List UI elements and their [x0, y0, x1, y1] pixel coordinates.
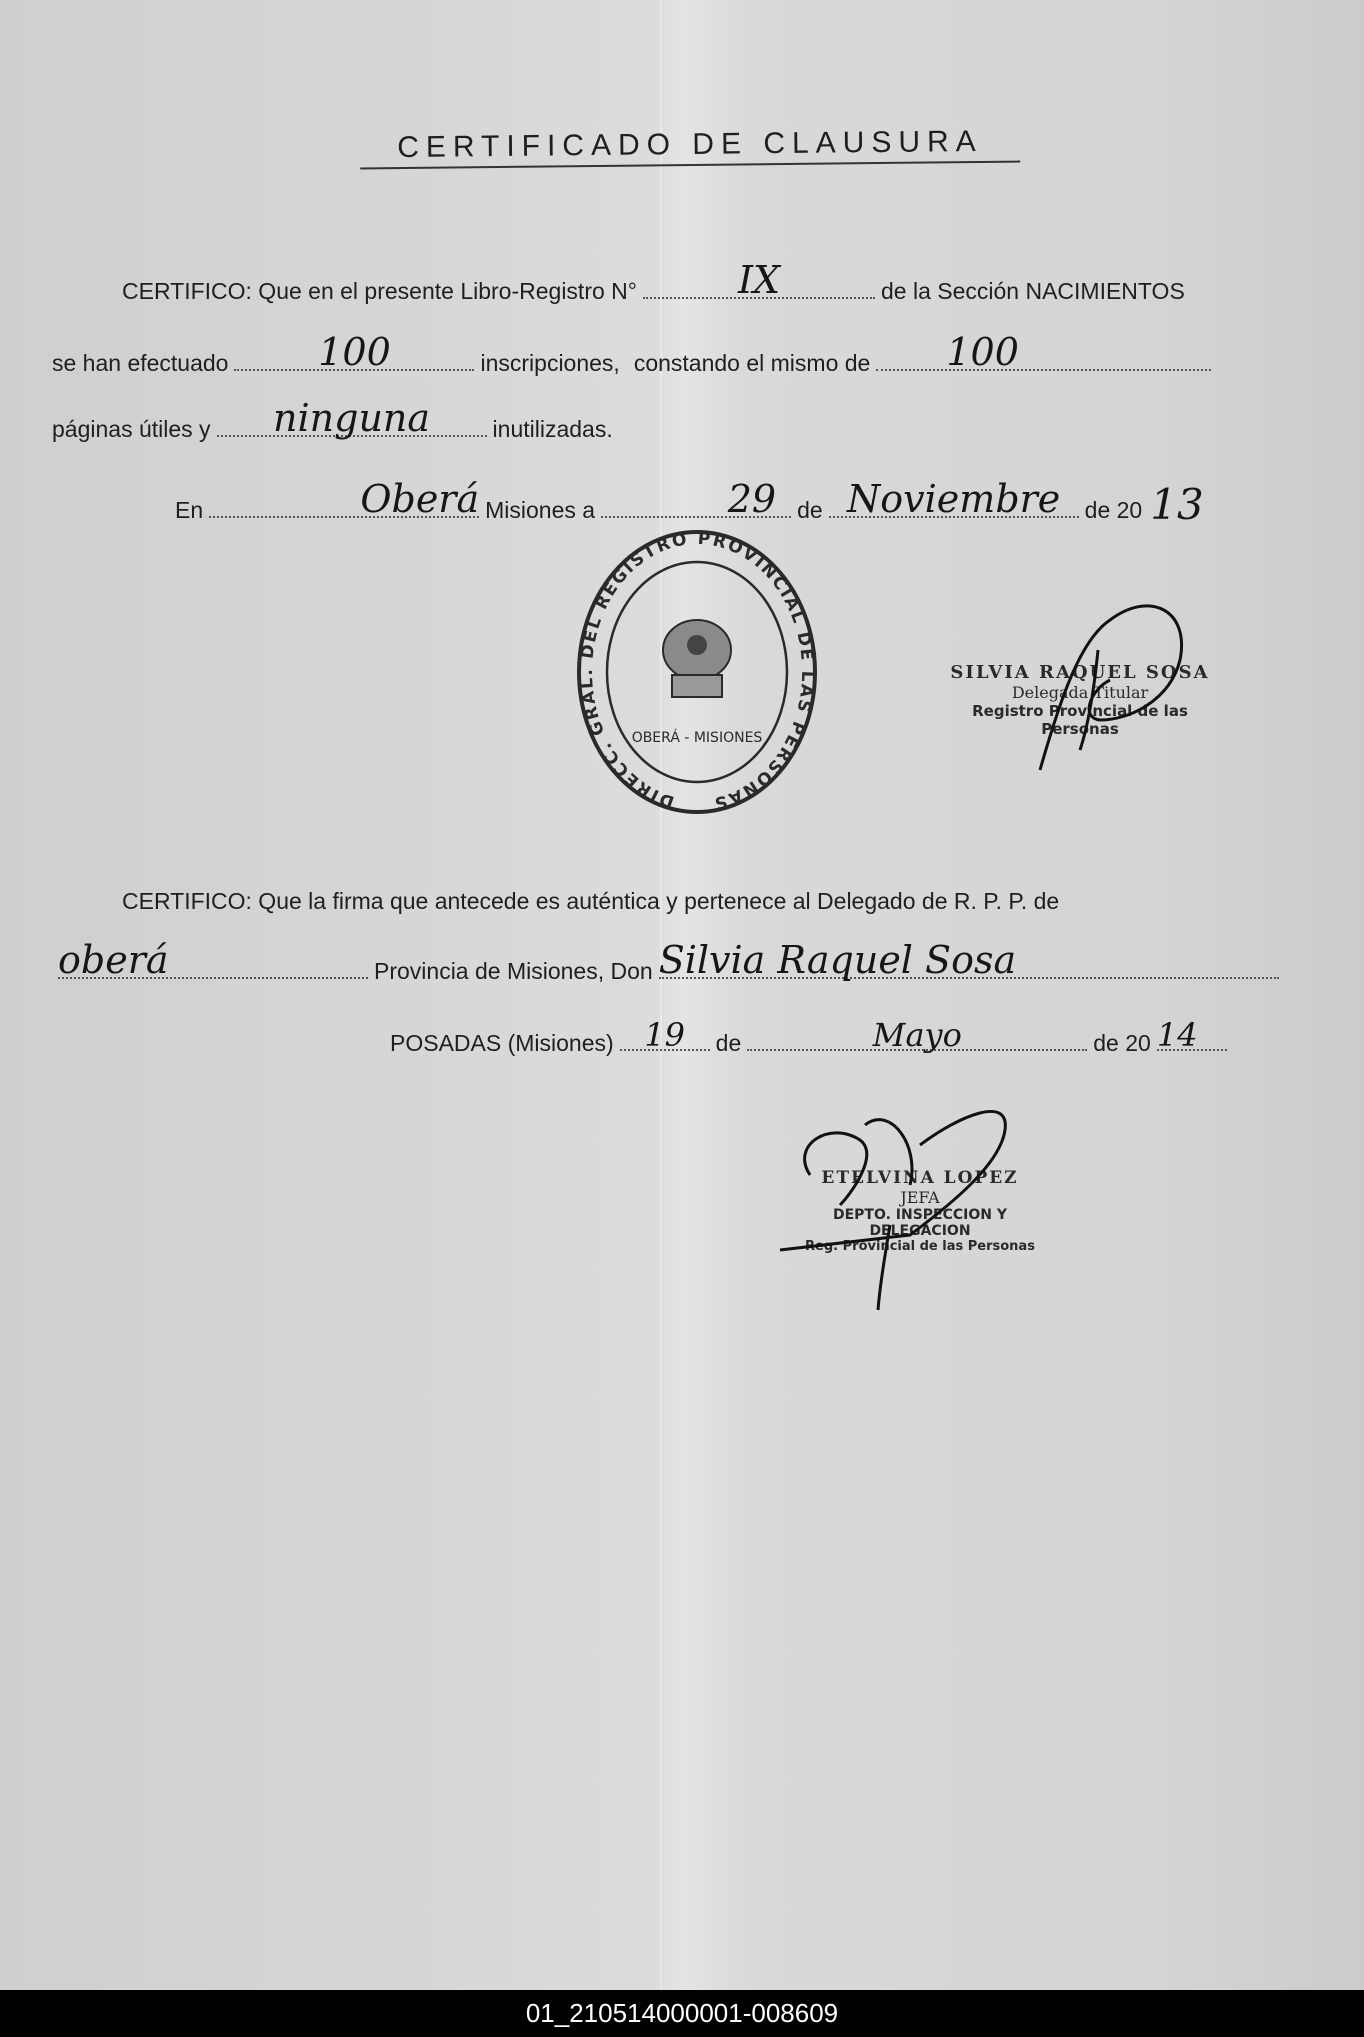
libro-field [643, 258, 875, 302]
cert1-intro: CERTIFICO: Que en el presente Libro-Registro N° [122, 278, 637, 304]
delegate-role: Delegada Titular [1011, 683, 1149, 702]
cert1-line4 [175, 477, 1204, 529]
cert2-mes-field [747, 1016, 1087, 1054]
chief-org: Reg. Provincial de las Personas [805, 1239, 1035, 1254]
constando-label: constando el mismo de [633, 350, 871, 376]
paginas-field [876, 330, 1211, 374]
delegate-signature [1020, 580, 1200, 780]
image-id-footer: 01_210514000001-008609 [0, 1990, 1364, 2037]
chief-role: JEFA [900, 1188, 940, 1207]
inscripciones-value: 100 [318, 330, 391, 374]
dia-field [601, 477, 791, 521]
misiones-label: Misiones a [485, 497, 596, 523]
paginas-label: páginas útiles y [52, 416, 211, 442]
nombre-field [658, 938, 1279, 982]
dia-value: 29 [727, 477, 777, 521]
coat-of-arms-icon [663, 620, 731, 697]
cert2-anio-value: 14 [1156, 1016, 1198, 1054]
cert1-line3 [52, 396, 613, 443]
efectuado-label: se han efectuado [52, 350, 229, 376]
provincia-label: Provincia de Misiones, Don [374, 958, 653, 984]
lugar-value: Oberá [360, 477, 480, 521]
inutilizadas-field [217, 396, 487, 440]
en-label: En [175, 497, 204, 523]
inscripciones-field [234, 330, 474, 374]
delegate-org: Registro Provincial de las Personas [972, 702, 1188, 738]
cert2-lugar-value: oberá [58, 938, 169, 982]
mes-field [829, 477, 1079, 521]
anio-value: 13 [1150, 480, 1204, 529]
chief-dept: DEPTO. INSPECCION Y DELEGACION [832, 1207, 1007, 1239]
cert2-anio-field [1156, 1016, 1227, 1054]
inutilizadas-value: ninguna [273, 396, 431, 440]
cert2-anio-label: de 20 [1093, 1030, 1151, 1056]
cert1-line2 [52, 330, 1322, 377]
cert2-dia-value: 19 [644, 1016, 686, 1054]
nombre-value: Silvia Raquel Sosa [658, 938, 1017, 982]
document-title: CERTIFICADO DE CLAUSURA [360, 125, 1020, 170]
chief-name: ETELVINA LOPEZ [821, 1168, 1019, 1188]
seccion-label: de la Sección NACIMIENTOS [880, 278, 1185, 304]
cert2-intro: CERTIFICO: Que la firma que antecede es auténtica y pertenece al Delegado de R. P. P. de [122, 888, 1060, 914]
cert1-line1 [122, 258, 1322, 305]
de-label: de [797, 497, 823, 523]
chief-signature [770, 1085, 1030, 1315]
official-seal [572, 530, 822, 830]
cert2-mes-value: Mayo [872, 1016, 962, 1054]
libro-value: IX [737, 258, 781, 302]
seal-ring-text: DIRECC. GRAL. DEL REGISTRO PROVINCIAL DE LAS PERSONAS [576, 530, 818, 814]
anio-label: de 20 [1084, 497, 1143, 523]
seal-inner-text: OBERÁ - MISIONES [631, 730, 763, 746]
mes-value: Noviembre [847, 477, 1061, 521]
inutilizadas-label: inutilizadas. [492, 416, 613, 442]
cert2-line3 [390, 1016, 1233, 1057]
posadas-label: POSADAS (Misiones) [390, 1030, 614, 1056]
cert2-dia-field [620, 1016, 710, 1054]
paginas-value: 100 [946, 330, 1019, 374]
cert2-de-label: de [715, 1030, 742, 1056]
cert2-lugar-field [58, 938, 368, 982]
lugar-field [209, 477, 480, 521]
delegate-name: SILVIA RAQUEL SOSA [950, 662, 1210, 683]
cert2-line1 [122, 888, 1059, 915]
inscripciones-label: inscripciones, [480, 350, 620, 376]
cert2-line2 [58, 938, 1328, 985]
